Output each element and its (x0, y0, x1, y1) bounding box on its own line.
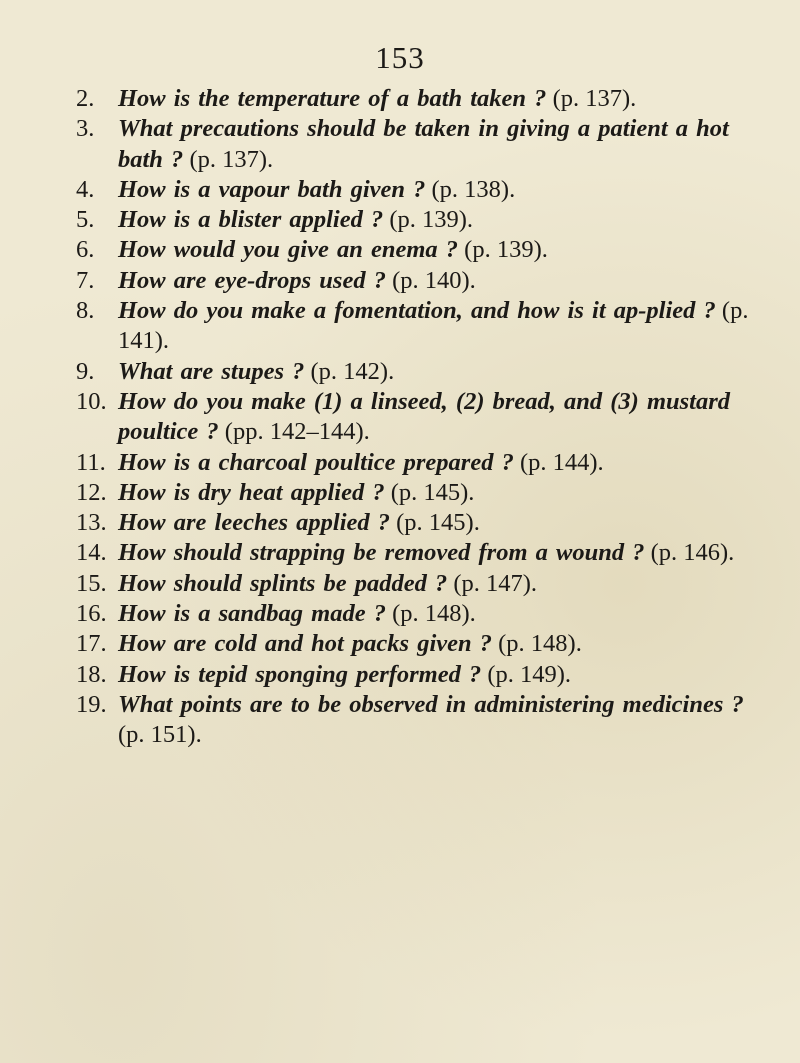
item-number: 13. (76, 509, 107, 537)
item-question: How is dry heat applied ? (118, 478, 385, 506)
item-question: How are leeches applied ? (118, 509, 391, 537)
list-item (0, 266, 800, 296)
item-number: 12. (76, 478, 107, 506)
list-item (0, 690, 800, 751)
list-item (0, 296, 800, 357)
item-page-ref: (p. 137). (183, 145, 274, 173)
item-page-ref: (p. 147). (447, 569, 538, 597)
item-page-ref: (p. 142). (304, 357, 395, 385)
item-question: How is a blister applied ? (118, 206, 384, 234)
item-question: What points are to be observed in administering medicines ? (118, 690, 744, 718)
list-item (0, 84, 800, 114)
item-page-ref: (pp. 142–144). (218, 418, 370, 446)
item-number: 9. (76, 357, 95, 385)
item-number: 18. (76, 660, 107, 688)
item-page-ref: (p. 151). (118, 721, 202, 749)
item-question: How should splints be padded ? (118, 569, 448, 597)
list-item (0, 205, 800, 235)
list-item (0, 660, 800, 690)
item-number: 17. (76, 630, 107, 658)
item-number: 4. (76, 175, 95, 203)
item-page-ref: (p. 140). (385, 266, 476, 294)
list-item (0, 508, 800, 538)
item-question: What precautions should be taken in giving a patient a hot bath ? (118, 115, 729, 173)
item-question: How do you make a fomentation, and how is it ap-plied ? (118, 297, 716, 325)
item-number: 5. (76, 206, 95, 234)
item-page-ref: (p. 145). (384, 478, 475, 506)
list-item (0, 357, 800, 387)
list-item (0, 235, 800, 265)
list-item (0, 175, 800, 205)
item-question: How is a vapour bath given ? (118, 175, 426, 203)
item-question: How do you make (1) a linseed, (2) bread, and (3) mustard poultice ? (118, 387, 731, 446)
item-number: 6. (76, 236, 95, 264)
list-item (0, 478, 800, 508)
item-question: How would you give an enema ? (118, 236, 459, 264)
item-number: 15. (76, 569, 107, 597)
item-question: How is a charcoal poultice prepared ? (118, 448, 514, 476)
list-item (0, 387, 800, 448)
list-item (0, 569, 800, 599)
list-item (0, 448, 800, 478)
list-item (0, 599, 800, 629)
item-page-ref: (p. 141). (118, 297, 749, 355)
item-page-ref: (p. 148). (492, 630, 582, 658)
item-question: How should strapping be removed from a wound ? (118, 539, 645, 567)
item-page-ref: (p. 145). (390, 509, 480, 537)
item-question: How are eye-drops used ? (118, 266, 386, 294)
item-page-ref: (p. 144). (513, 448, 604, 476)
item-page-ref: (p. 137). (546, 85, 637, 112)
question-list (0, 84, 800, 751)
item-number: 11. (76, 448, 106, 476)
item-question: How are cold and hot packs given ? (118, 630, 493, 658)
item-question: What are stupes ? (118, 357, 305, 385)
item-page-ref: (p. 139). (383, 206, 474, 234)
item-number: 19. (76, 690, 107, 718)
page-number: 153 (375, 40, 425, 75)
item-page-ref: (p. 149). (481, 660, 572, 688)
item-number: 10. (76, 387, 107, 415)
item-page-ref: (p. 146). (644, 539, 735, 567)
item-page-ref: (p. 138). (425, 175, 516, 203)
list-item (0, 629, 800, 659)
item-number: 8. (76, 297, 95, 325)
item-page-ref: (p. 139). (458, 236, 548, 264)
item-number: 14. (76, 539, 107, 567)
item-number: 7. (76, 266, 95, 294)
item-number: 3. (76, 115, 95, 143)
item-question: How is tepid sponging performed ? (118, 660, 482, 688)
item-question: How is a sandbag made ? (118, 600, 386, 628)
list-item (0, 114, 800, 175)
list-item (0, 538, 800, 568)
item-question: How is the temperature of a bath taken ? (118, 85, 547, 112)
item-number: 2. (76, 85, 95, 112)
item-page-ref: (p. 148). (385, 600, 476, 628)
item-number: 16. (76, 600, 107, 628)
